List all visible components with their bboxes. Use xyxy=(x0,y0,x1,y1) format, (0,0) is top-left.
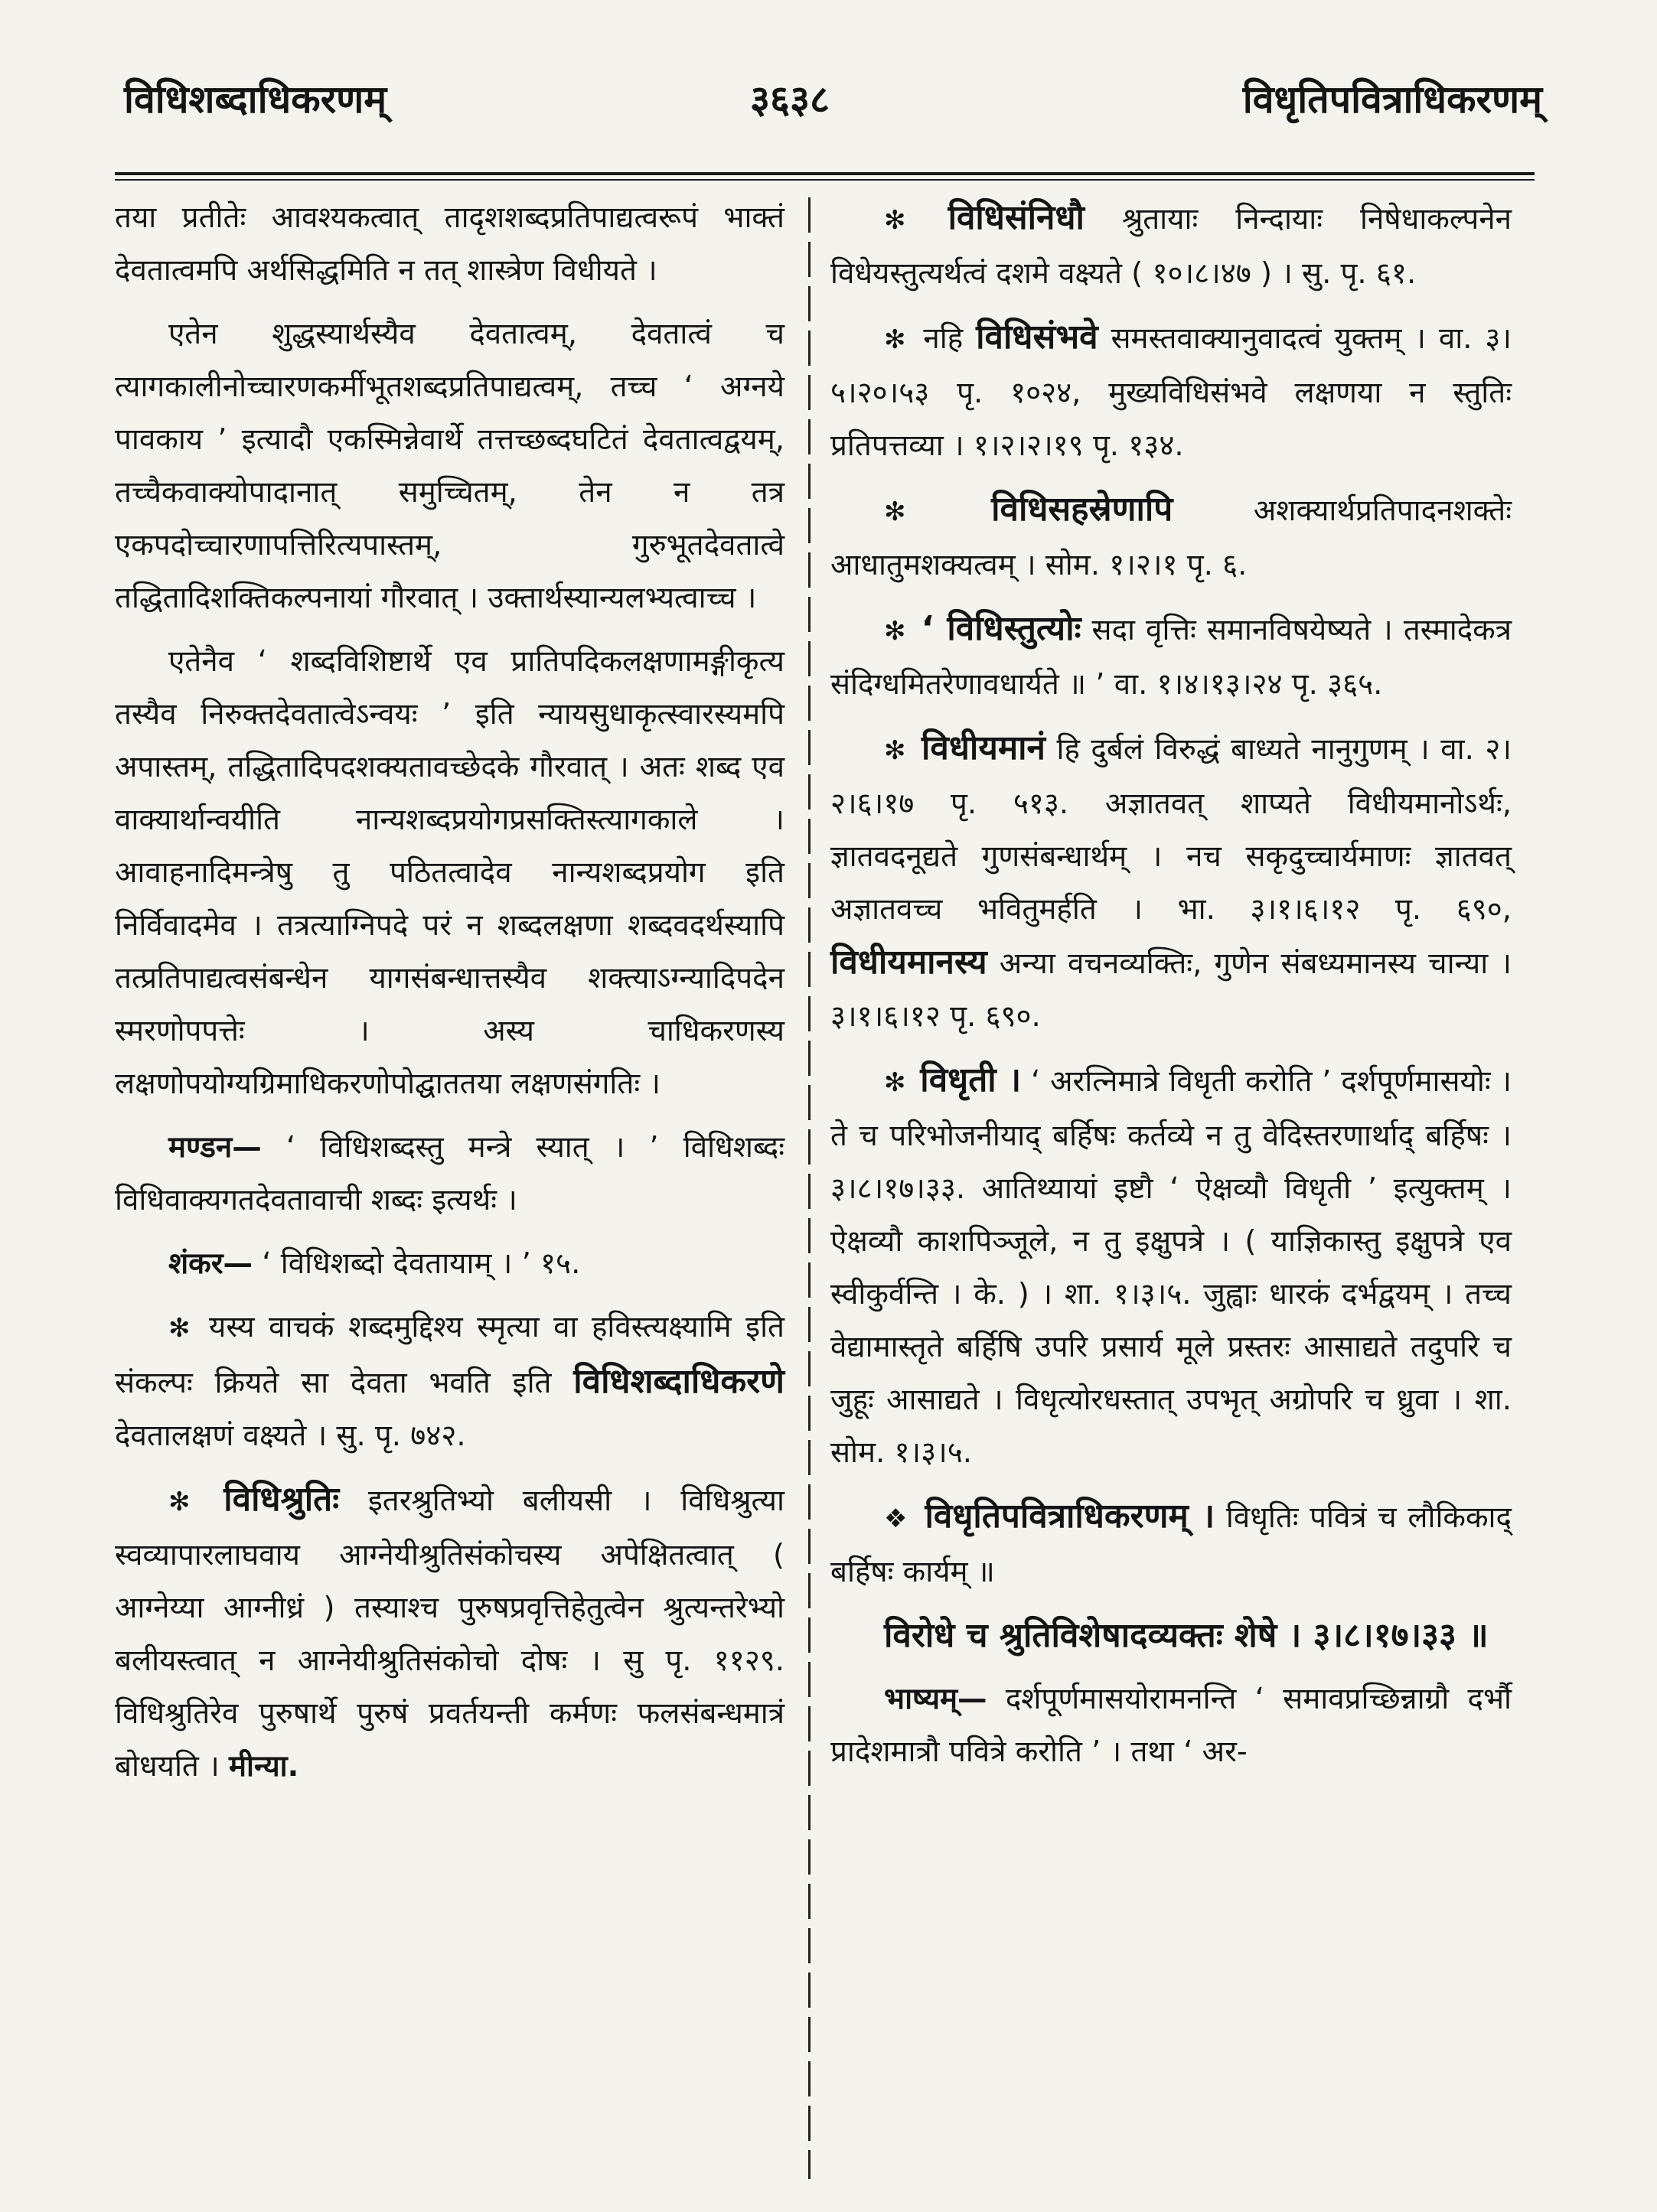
entry-text: अन्या वचनव्यक्तिः, गुणेन संबध्यमानस्य चान्या । ३।१।६।१२ पृ. ६९०. xyxy=(830,946,1512,1034)
paragraph: एतेनैव ‘ शब्दविशिष्टार्थे एव प्रातिपदिकलक्षणामङ्गीकृत्य तस्यैव निरुक्तदेवतात्वेऽन्वयः ’ इति न्यायसुधाकृत्स्वारस्यमपि अपास्तम्, तद्धितादिपदशक्यतावच्छेदके गौरवात् । अतः शब्द एव वाक्यार्थान्वयीति नान्यशब्दप्रयोगप्रसक्तिस्त्यागकाले । आवाहनादिमन्त्रेषु तु पठितत्वादेव नान्यशब्दप्रयोग इति निर्विवादमेव । तत्रत्याग्निपदे परं न शब्दलक्षणा शब्दवदर्थस्यापि तत्प्रतिपाद्यत्वसंबन्धेन यागसंबन्धात्तस्यैव शक्त्याऽग्न्यादिपदेन स्मरणोपपत्तेः । अस्य चाधिकरणस्य लक्षणोपयोग्यग्रिमाधिकरणोपोद्घाततया लक्षणसंगतिः । xyxy=(115,644,784,1101)
page-number: ३६३८ xyxy=(750,77,830,122)
adhikarana-mark-icon: ❖ xyxy=(884,1503,909,1534)
header-rule-thin xyxy=(115,179,1535,181)
entry-text: सदा वृत्तिः समानविषयेष्यते । तस्मादेकत्र संदिग्धमितरेणावधार्यते ॥ ’ वा. १।४।१३।२४ पृ. ३६५. xyxy=(830,613,1512,702)
entry-vidhiyamanam xyxy=(830,722,1512,1043)
paragraph: तया प्रतीतेः आवश्यकत्वात् तादृशशब्दप्रतिपाद्यत्वरूपं भाक्तं देवतात्वमपि अर्थसिद्धमिति न तत् शास्त्रेण विधीयते । xyxy=(115,200,784,288)
bhashya-label: भाष्यम्— xyxy=(884,1682,987,1716)
paragraph-text: देवतालक्षणं वक्ष्यते । सु. पृ. ७४२. xyxy=(115,1419,466,1453)
paragraph-text: यस्य वाचकं शब्दमुद्दिश्य स्मृत्या वा हविस्त्यक्ष्यामि इति संकल्पः क्रियते सा देवता भवति इति xyxy=(115,1310,784,1400)
running-head-right: विधृतिपवित्राधिकरणम् xyxy=(1242,77,1542,122)
entry-head: विधृती । xyxy=(920,1060,1022,1099)
left-column xyxy=(115,191,784,1803)
entry-head: विधीयमानं xyxy=(921,728,1045,767)
entry-pre: नहि xyxy=(923,321,964,356)
entry-text: हि दुर्बलं विरुद्धं बाध्यते नानुगुणम् । वा. २।२।६।१७ पृ. ५१३. अज्ञातवत् शाप्यते विधीयमानोऽर्थः, ज्ञातवदनूद्यते गुणसंबन्धार्थम् । नच सकृदुच्चार्यमाणः ज्ञातवत् अज्ञातवच्च भवितुमर्हति । भा. ३।१।६।१२ पृ. ६९०, xyxy=(830,732,1512,927)
column-divider xyxy=(808,197,811,2179)
entry-head: विधिशब्दाधिकरणे xyxy=(573,1362,784,1401)
entry-text: अशक्यार्थप्रतिपादनशक्तेः आधातुमशक्यत्वम् । सोम. १।२।१ पृ. ६. xyxy=(830,494,1512,582)
entry-head: विधिसंनिधौ xyxy=(948,198,1085,237)
shankara-text: ‘ विधिशब्दो देवतायाम् । ’ १५. xyxy=(262,1246,581,1281)
entry-text: ‘ अरत्निमात्रे विधृती करोति ’ दर्शपूर्णमासयोः । ते च परिभोजनीयाद् बर्हिषः कर्तव्ये न तु वेदिस्तरणार्थाद् बर्हिषः । ३।८।१७।३३. आतिथ्यायां इष्टौ ‘ ऐक्षव्यौ विधृती ’ इत्युक्तम् । ऐक्षव्यौ काशपिञ्जूले, न तु इक्षुपत्रे । ( याज्ञिकास्तु इक्षुपत्रे एव स्वीकुर्वन्ति । के. ) । शा. १।३।५. जुह्वाः धारकं दर्भद्वयम् । तच्च वेद्यामास्तृते बर्हिषि उपरि प्रसार्य मूले प्रस्तरः आसाद्यते तदुपरि च जुहूः आसाद्यते । विधृत्योरधस्तात् उपभृत् अग्रोपरि च ध्रुवा । शा. सोम. १।३।५. xyxy=(830,1064,1512,1470)
bhashya-text: दर्शपूर्णमासयोरामनन्ति ‘ समावप्रच्छिन्नाग्रौ दर्भौ प्रादेशमात्रौ पवित्रे करोति ’ । तथा ‘ अर- xyxy=(830,1682,1512,1769)
paragraph xyxy=(115,1301,784,1462)
paragraph: एतेन शुद्धस्यार्थस्यैव देवतात्वम्, देवतात्वं च त्यागकालीनोच्चारणकर्मीभूतशब्दप्रतिपाद्यत्वम्, तच्च ‘ अग्नये पावकाय ’ इत्यादौ एकस्मिन्नेवार्थे तत्तच्छब्दघटितं देवतात्वद्वयम्, तच्चैकवाक्योपादानात् समुच्चितम्, तेन न तत्र एकपदोच्चारणापत्तिरित्यपास्तम्, गुरुभूतदेवतात्वे तद्धितादिशक्तिकल्पनायां गौरवात् । उक्तार्थस्यान्यलभ्यत्वाच्च । xyxy=(115,317,784,615)
entry-vidhisahasrena xyxy=(830,483,1512,591)
entry-head: विधृतिपवित्राधिकरणम् । xyxy=(925,1497,1215,1536)
entry-head: विधिसंभवे xyxy=(976,318,1098,357)
entry-vidhisannidhau xyxy=(830,191,1512,300)
entry-text: विधृतिः पवित्रं च लौकिकाद् बर्हिषः कार्यम् ॥ xyxy=(830,1500,1512,1589)
shankara-label: शंकर— xyxy=(168,1246,253,1281)
asterisk-icon: ✻ xyxy=(884,324,906,355)
header-rule xyxy=(115,172,1535,175)
asterisk-icon: ✻ xyxy=(884,1067,906,1098)
mandana-label: मण्डन— xyxy=(168,1130,262,1165)
entry-text: श्रुतायाः निन्दायाः निषेधाकल्पनेन विधेयस्तुत्यर्थत्वं दशमे वक्ष्यते ( १०।८।४७ ) । सु. पृ. ६१. xyxy=(830,202,1512,291)
entry-abbrev: मीन्या. xyxy=(228,1749,299,1784)
asterisk-icon: ✻ xyxy=(884,497,906,527)
bhashya xyxy=(830,1673,1512,1778)
mandana-quote xyxy=(115,1121,784,1227)
asterisk-icon: ✻ xyxy=(168,1487,191,1517)
mandana-text: ‘ विधिशब्दस्तु मन्त्रे स्यात् । ’ विधिशब्दः विधिवाक्यगतदेवतावाची शब्दः इत्यर्थः । xyxy=(115,1130,784,1217)
entry-vidhishruti xyxy=(115,1473,784,1793)
asterisk-icon: ✻ xyxy=(168,1313,191,1344)
asterisk-icon: ✻ xyxy=(884,616,906,647)
entry-vidhistutyoh xyxy=(830,602,1512,711)
entry-adhikarana xyxy=(830,1490,1512,1598)
entry-head: विधिसहस्रेणापि xyxy=(991,490,1173,529)
entry-vidhisambhave xyxy=(830,311,1512,472)
asterisk-icon: ✻ xyxy=(884,205,906,236)
asterisk-icon: ✻ xyxy=(884,735,906,766)
running-head-left: विधिशब्दाधिकरणम् xyxy=(124,77,387,122)
entry-head: विधीयमानस्य xyxy=(830,943,987,982)
shankara-quote xyxy=(115,1237,784,1290)
right-column xyxy=(830,191,1512,1789)
entry-head: विधिश्रुतिः xyxy=(223,1480,340,1519)
entry-text: इतरश्रुतिभ्यो बलीयसी । विधिश्रुत्या स्वव्यापारलाघवाय आग्नेयीश्रुतिसंकोचस्य अपेक्षितत्वात् ( आग्नेय्या आग्नीध्रं ) तस्याश्च पुरुषप्रवृत्तिहेतुत्वेन श्रुत्यन्तरेभ्यो बलीयस्त्वात् न आग्नेयीश्रुतिसंकोचो दोषः । सु पृ. ११२९. विधिश्रुतिरेव पुरुषार्थे पुरुषं प्रवर्तयन्ती कर्मणः फलसंबन्धमात्रं बोधयति । xyxy=(115,1484,784,1784)
sutra: विरोधे च श्रुतिविशेषादव्यक्तः शेषे । ३।८।१७।३३ ॥ xyxy=(884,1616,1489,1655)
entry-vidhriti xyxy=(830,1054,1512,1479)
entry-head: ‘ विधिस्तुत्योः xyxy=(921,609,1081,648)
entry-text: समस्तवाक्यानुवादत्वं युक्तम् । वा. ३।५।२०।५३ पृ. १०२४, मुख्यविधिसंभवे लक्षणया न स्तुतिः प्रतिपत्तव्या । १।२।२।१९ पृ. १३४. xyxy=(830,321,1512,463)
